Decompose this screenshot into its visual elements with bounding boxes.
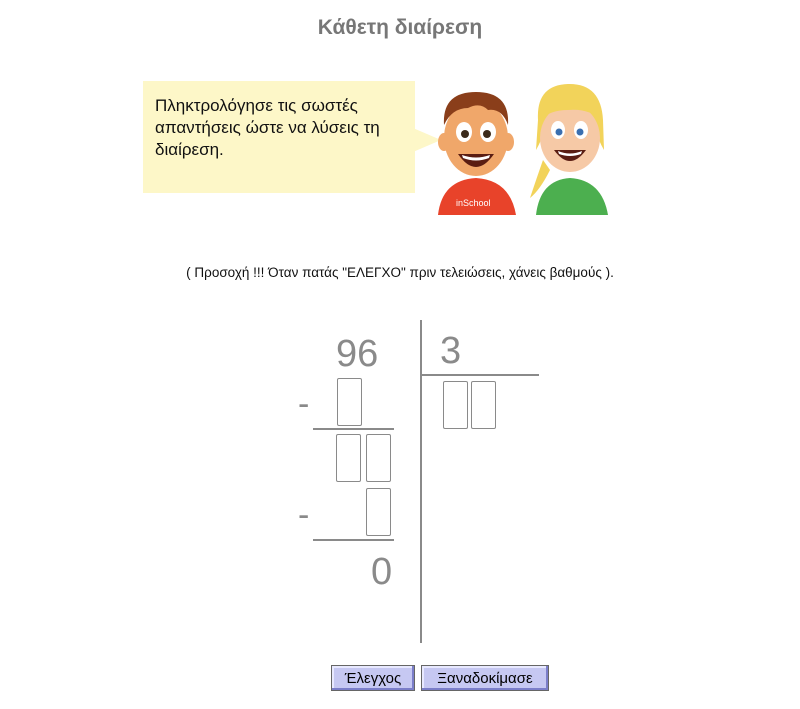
boy-character — [438, 92, 516, 215]
speech-bubble: Πληκτρολόγησε τις σωστές απαντήσεις ώστε να λύσεις τη διαίρεση. — [143, 81, 415, 193]
shirt-logo: inSchool — [456, 198, 491, 208]
subtraction-line-1 — [313, 428, 394, 430]
kids-illustration — [418, 80, 638, 215]
minus-sign-1: - — [298, 385, 310, 423]
check-button[interactable]: Έλεγχος — [331, 665, 415, 691]
divisor: 3 — [440, 330, 462, 372]
retry-button[interactable]: Ξαναδοκίμασε — [421, 665, 549, 691]
difference-digit-1-input[interactable] — [336, 434, 361, 482]
subtrahend-2-input[interactable] — [366, 488, 391, 536]
girl-character — [530, 84, 608, 215]
minus-sign-2: - — [298, 496, 310, 534]
remainder: 0 — [371, 551, 393, 593]
page-title: Κάθετη διαίρεση — [317, 16, 483, 39]
warning-note: ( Προσοχή !!! Όταν πατάς "ΕΛΕΓΧΟ" πριν τελειώσεις, χάνεις βαθμούς ). — [186, 265, 614, 280]
subtrahend-1-input[interactable] — [337, 378, 362, 426]
quotient-digit-1-input[interactable] — [443, 381, 468, 429]
division-vertical-line — [420, 320, 422, 643]
subtraction-line-2 — [313, 539, 394, 541]
quotient-digit-2-input[interactable] — [471, 381, 496, 429]
divisor-underline — [421, 374, 539, 376]
difference-digit-2-input[interactable] — [366, 434, 391, 482]
dividend: 96 — [336, 333, 379, 375]
